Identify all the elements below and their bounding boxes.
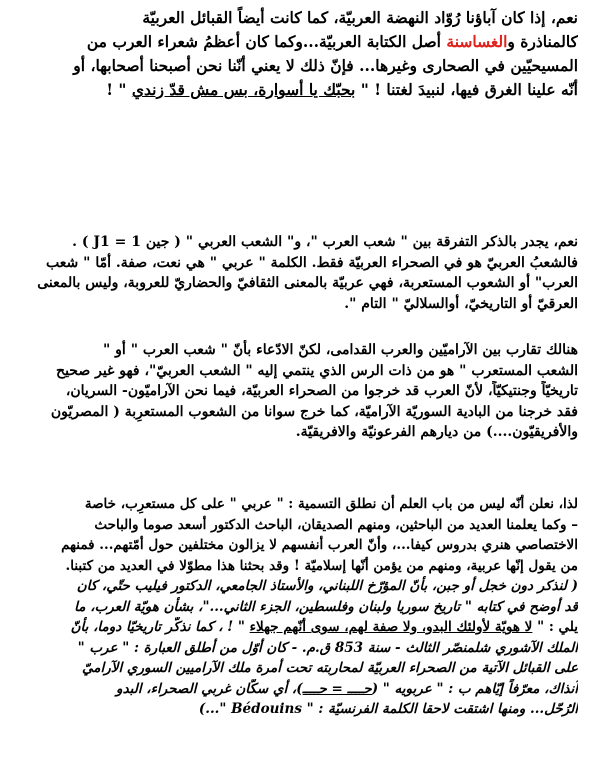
paragraph-1 (12, 6, 578, 102)
paragraph-line: والأفريقيّون....) من ديارهم الفرعونيّة والافريقيّة. (295, 424, 578, 440)
paragraph-line: ( لنذكر دون خجل أو جبن، بأنّ المؤرّخ اللبناني، والأستاذ الجامعي، الدكتور فيليب حتّي، كان (76, 578, 578, 594)
paragraph-line (12, 30, 578, 54)
paragraph-line: هنالك تقارب بين الآراميّين والعرب القدامى، لكنّ الادّعاء بأنّ " شعب العرب " أو " (103, 342, 578, 358)
paragraph-line: العرقيّ أو التاريخيّ، أوالسلاليّ " التام ". (344, 295, 578, 312)
paragraph-line (12, 617, 578, 638)
paragraph-line: فقد خرجنا من البادية السوريّة الآراميّة، كما خرج سوانا من الشعوب المستعرِبة ( المصريّون (50, 403, 578, 420)
paragraph-line: من يقول إنّها عربية، ومنهم من يؤمن أنّها إسلاميّة ! وقد بحثنا هذا مطوّلا في العديد من كتبنا. (65, 557, 578, 574)
paragraph-line: نعم، يجدر بالذكر التفرقة بين " شعب العرب "، و" الشعب العربي " ( جين 1 = J1 ) . (72, 234, 578, 250)
paragraph-line: الرُحّل... ومنها اشتقت لاحقا الكلمة الفرنسيّة : " Bédouins "...) (198, 701, 578, 717)
paragraph-2 (12, 232, 578, 314)
underlined-quote: لا هويّة لأولئك البدو، ولا صفة لهم، سوى أنّهم جهلاء (249, 619, 533, 635)
text-fragment: أصل الكتابة العربيّة...وكما كان أعظمُ شعراء العرب من (86, 32, 447, 51)
paragraph-line: العرب" أو الشعوب المستعربة، فهي عربيّة بالمعنى الثقافيّ والحضاريّ للعروبة، وليس بالمعنى (37, 275, 578, 291)
paragraph-line: لذا، نعلن أنّه ليس من باب العلم أن نطلق التسمية : " عربي " على كل مستعرِب، خاصة (84, 496, 578, 512)
paragraph-line (12, 679, 578, 700)
text-fragment: يلي : " (532, 619, 578, 635)
paragraph-line: الملك الآشوري شلمنصّر الثالث - سنة 853 ق.م. - كان أوّل من أطلق العبارة : " عرب " (77, 639, 578, 656)
syriac-word: حـ‌ـ‌ـ‌ـ = حـ‌ـ‌ـ‌ـ (302, 680, 372, 697)
paragraph-line: تاريخيّاً وجنتيكيّاً، لأنّ العرب قد خرجوا من الصحراء العربيّة، فيما نحن الآراميّون- السريان، (65, 383, 578, 399)
underlined-quote: بحبّك يا أسوارة، بس مش قدّ زندي (131, 80, 356, 99)
paragraph-line: على القبائل الآتية من الصحراء العربيّة لمحاربته تحت أمرة ملك الآراميين السوري الآراميّ (82, 660, 578, 676)
text-fragment: " ! (106, 80, 132, 99)
text-fragment: )، أي سكّان غربي الصحراء، البدو (116, 680, 303, 697)
paragraph-line (12, 78, 578, 102)
text-fragment: آنذاك، معرّفاً إيّاهم ب : " عربويه " ( (371, 680, 578, 697)
paragraph-line: الشعب المستعرب " هو من ذات الرس الذي ينتمي إليه " الشعب العربيّ"، فهو غير صحيح (56, 362, 578, 379)
text-fragment: كالمناذرة و (507, 32, 578, 51)
paragraph-4 (12, 494, 578, 720)
paragraph-line: نعم، إذا كان آباؤنا رُوّاد النهضة العربيّة، كما كانت أيضاً القبائل العربيّة (142, 8, 578, 27)
paragraph-line: المسيحيّين في الصحارى وغيرها... فإنّ ذلك لا يعني أنّنا نحن أصبحنا أصحابها، أو (73, 56, 578, 75)
paragraph-line: قد أوضح في كتابه " تاريخ سوريا ولبنان وفلسطين، الجزء الثاني..."، بشأن هويّة العرب، ما (74, 598, 578, 615)
paragraph-line: – وكما يعلمنا العديد من الباحثين، ومنهم الصديقان، الباحث الدكتور أسعد صوما والباحث (94, 516, 578, 533)
paragraph-line: فالشعبُ العربيّ هو في الصحراء العربيّة فقط. الكلمة " عربي " هي نعت، صفة. أمّا " شعب (46, 254, 578, 271)
paragraph-line: الاختصاصي هنري بدروس كيفا...، وأنّ العرب أنفسهم لا يزالون مختلفين حول أمّتهم... فمنهم (61, 537, 578, 553)
text-fragment: " ! ، كما نذكّر تاريخيّا دوما، بأنّ (70, 619, 250, 635)
text-fragment: أنّه علينا الغرق فيها، لنبيدَ لغتنا ! " (355, 80, 578, 99)
paragraph-3 (12, 340, 578, 443)
highlighted-word: الغساسنة (446, 32, 508, 51)
